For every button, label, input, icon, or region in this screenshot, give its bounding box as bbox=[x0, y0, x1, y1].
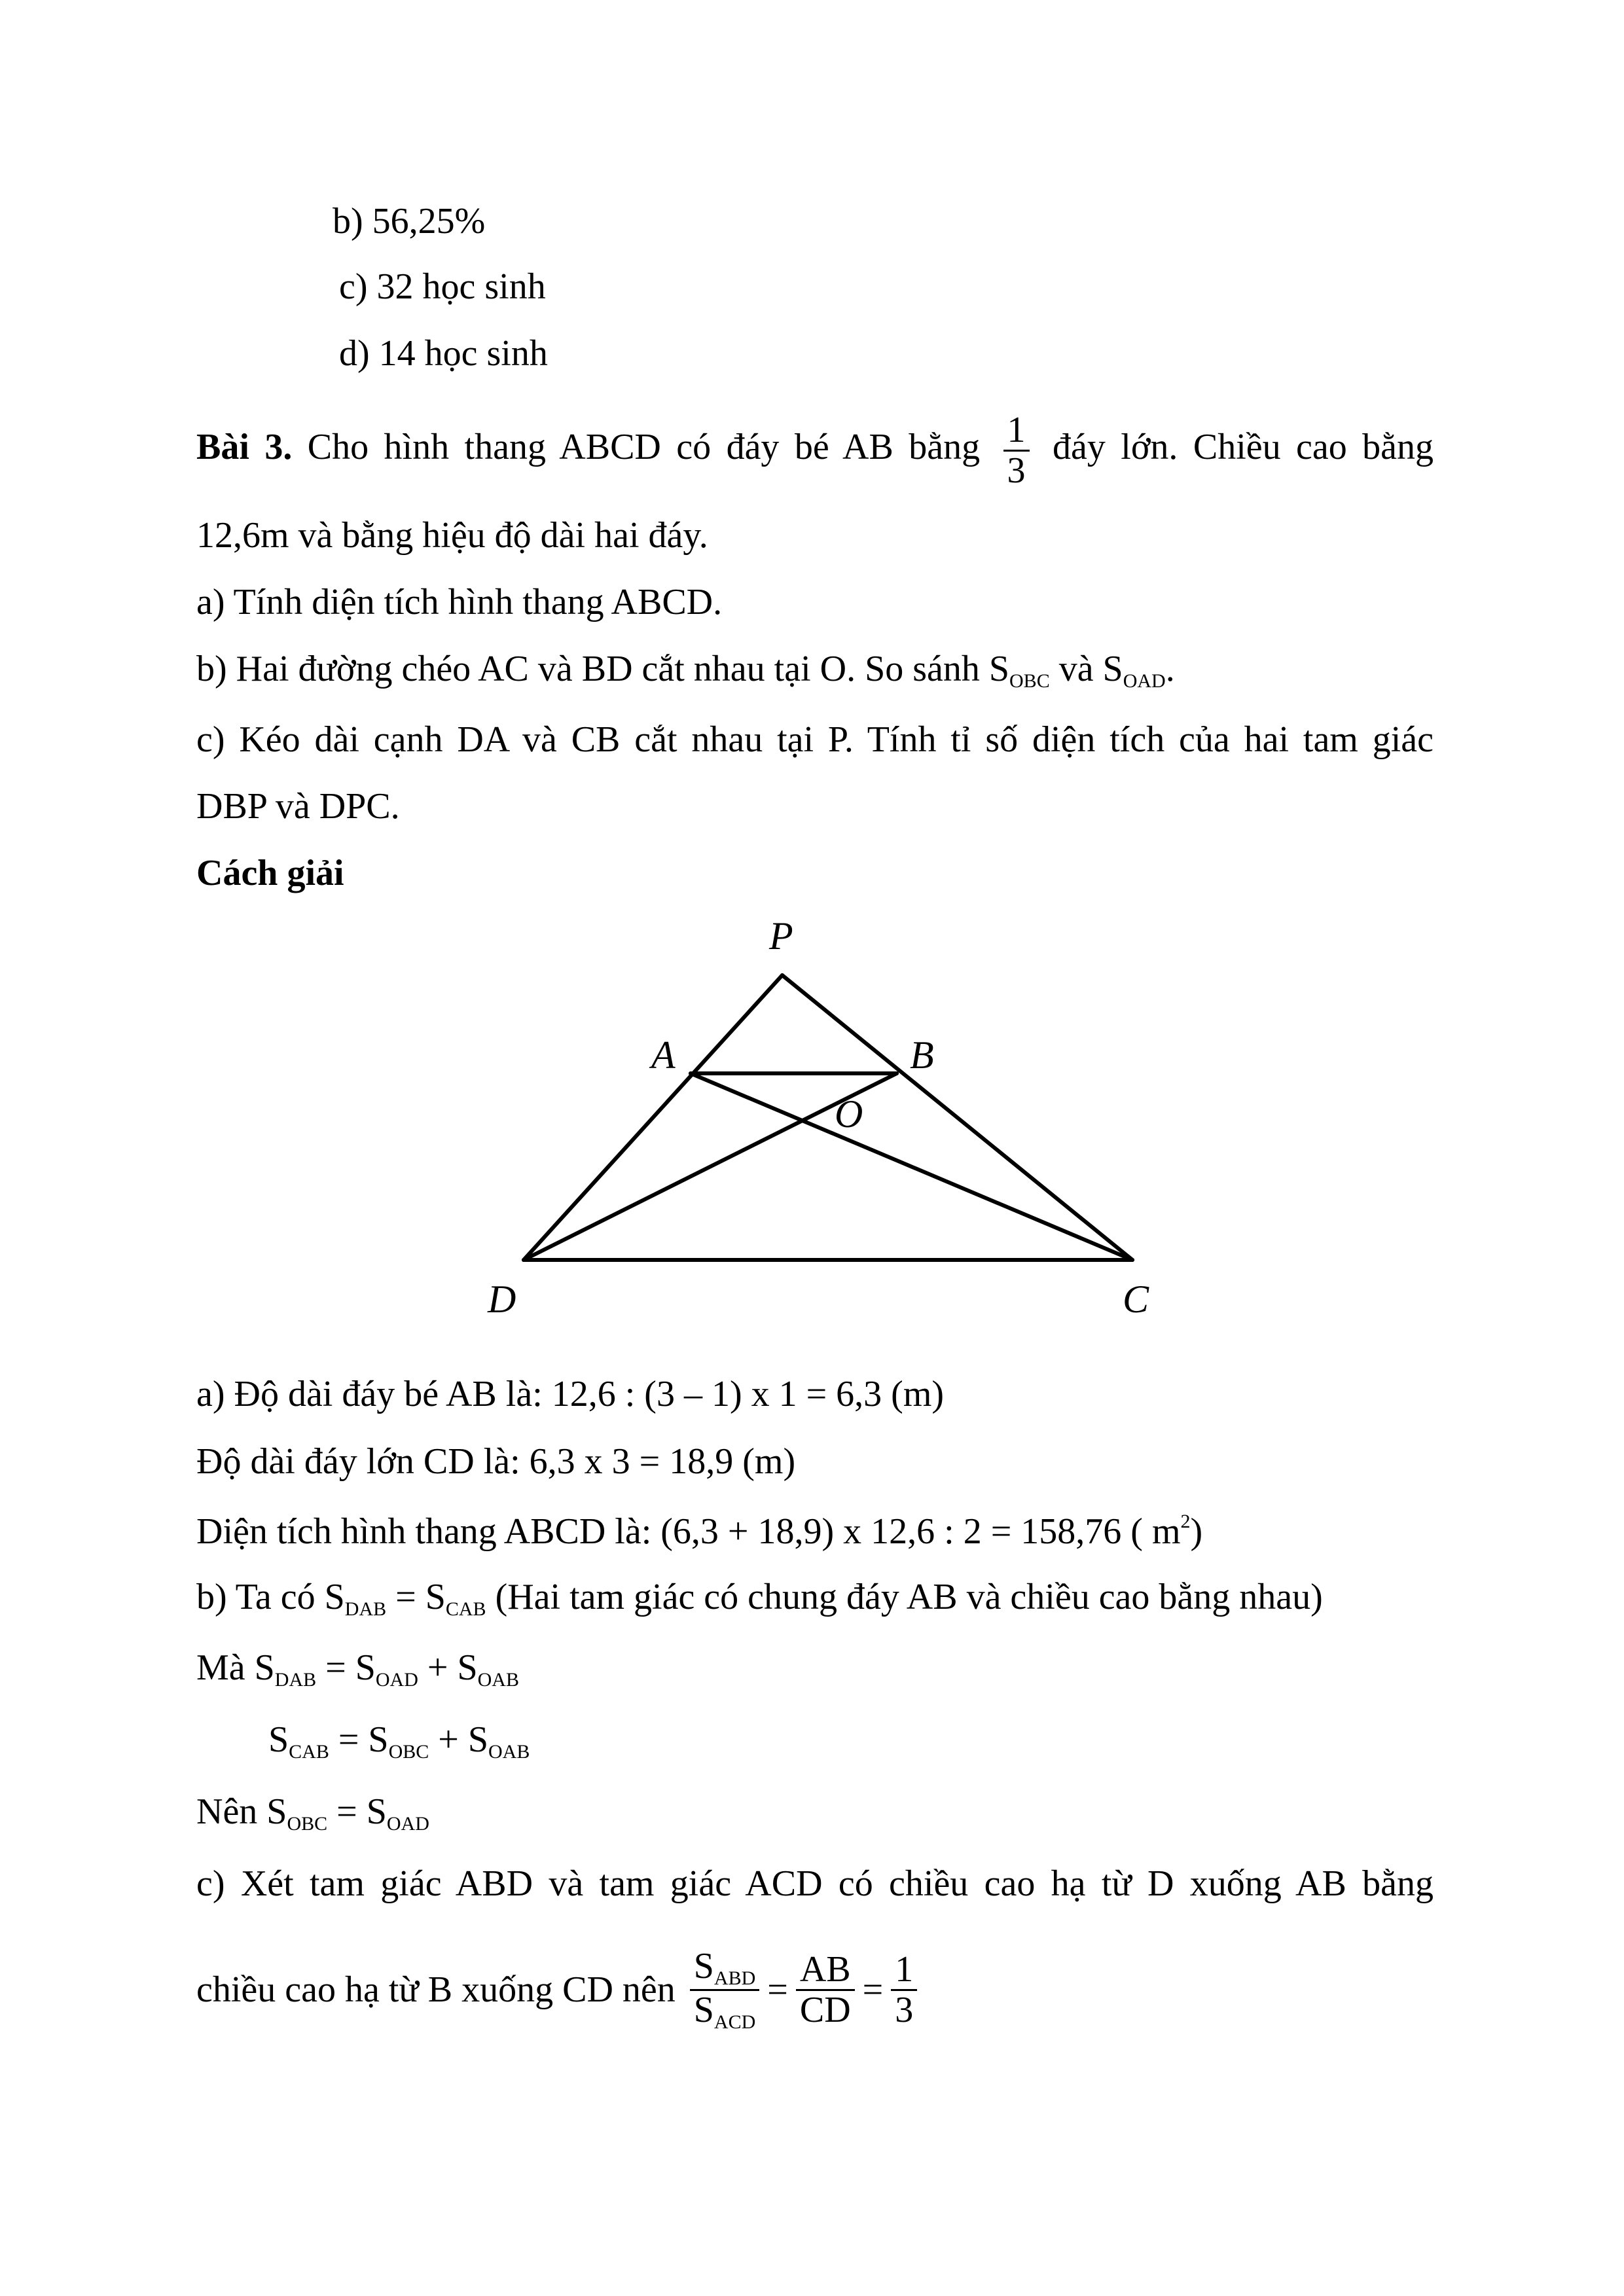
question-b-sub2: OAD bbox=[1123, 670, 1166, 692]
b2-pre: Mà S bbox=[196, 1647, 275, 1688]
label-p: P bbox=[769, 914, 793, 958]
fraction-1-numerator bbox=[690, 1947, 760, 1991]
label-o: O bbox=[835, 1092, 863, 1136]
trapezoid-figure bbox=[458, 897, 1191, 1329]
label-a: A bbox=[651, 1033, 676, 1077]
answer-d: d) 14 học sinh bbox=[339, 333, 548, 374]
solution-b-line-4 bbox=[196, 1793, 429, 1834]
solution-a-line-3 bbox=[196, 1512, 1202, 1550]
b1-eq: = S bbox=[386, 1577, 446, 1617]
b2-eq: = S bbox=[316, 1647, 376, 1688]
question-b bbox=[196, 651, 1175, 691]
solution-c-line-2 bbox=[196, 1941, 925, 2039]
fraction-3-denominator: 3 bbox=[895, 1989, 914, 2030]
equals-1: = bbox=[767, 1969, 788, 2010]
solution-heading: Cách giải bbox=[196, 853, 344, 893]
answer-b: b) 56,25% bbox=[333, 201, 486, 242]
b4-sub2: OAD bbox=[386, 1813, 429, 1835]
problem-line-2: 12,6m và bằng hiệu độ dài hai đáy. bbox=[196, 515, 708, 556]
question-c-line-1: c) Kéo dài cạnh DA và CB cắt nhau tại P. Tính tỉ số diện tích của hai tam giác bbox=[196, 719, 1434, 760]
solution-a-line-3-end: ) bbox=[1190, 1511, 1203, 1552]
solution-a-line-2: Độ dài đáy lớn CD là: 6,3 x 3 = 18,9 (m) bbox=[196, 1441, 796, 1482]
fraction-2-numerator: AB bbox=[796, 1950, 855, 1991]
b2-sub3: OAB bbox=[477, 1669, 519, 1691]
ratio-fraction bbox=[1003, 411, 1030, 490]
fraction-2-denominator: CD bbox=[799, 1989, 851, 2030]
b2-plus: + S bbox=[418, 1647, 478, 1688]
fraction-one-third bbox=[891, 1950, 917, 2030]
b3-eq: = S bbox=[329, 1719, 389, 1760]
question-c-line-2: DBP và DPC. bbox=[196, 786, 400, 827]
b3-plus: + S bbox=[429, 1719, 488, 1760]
label-b: B bbox=[910, 1033, 934, 1077]
problem-line-1 bbox=[196, 411, 1434, 490]
question-b-mid: và S bbox=[1049, 649, 1123, 689]
diagonal-ac bbox=[691, 1073, 1132, 1260]
b1-sub2: CAB bbox=[445, 1598, 486, 1620]
question-a: a) Tính diện tích hình thang ABCD. bbox=[196, 582, 723, 622]
b2-sub1: DAB bbox=[274, 1669, 317, 1691]
fraction-1-denominator bbox=[690, 1991, 760, 2033]
solution-b-line-2 bbox=[196, 1649, 519, 1690]
label-c: C bbox=[1123, 1278, 1149, 1321]
ratio-numerator: 1 bbox=[1003, 411, 1030, 452]
b4-sub1: OBC bbox=[287, 1813, 328, 1835]
question-b-sub1: OBC bbox=[1009, 670, 1050, 692]
problem-intro-part1: Cho hình thang ABCD có đáy bé AB bằng bbox=[307, 427, 981, 468]
fraction-s-abd-s-acd bbox=[690, 1947, 760, 2032]
b1-post: (Hai tam giác có chung đáy AB và chiều cao bằng nhau) bbox=[486, 1577, 1323, 1617]
question-b-end: . bbox=[1165, 649, 1175, 689]
b3-sub2: OBC bbox=[388, 1741, 429, 1763]
segment-pd bbox=[524, 975, 782, 1260]
f1-den-s: S bbox=[693, 1989, 714, 2030]
problem-intro-part2: đáy lớn. Chiều cao bằng bbox=[1052, 427, 1434, 468]
b3-sub3: OAB bbox=[488, 1741, 530, 1763]
answer-c: c) 32 học sinh bbox=[339, 266, 546, 307]
b2-sub2: OAD bbox=[375, 1669, 418, 1691]
solution-c-line-1: c) Xét tam giác ABD và tam giác ACD có chiều cao hạ từ D xuống AB bằng bbox=[196, 1863, 1434, 1904]
solution-c-line-2-text: chiều cao hạ từ B xuống CD nên bbox=[196, 1969, 676, 2010]
fraction-ab-cd bbox=[796, 1950, 855, 2030]
solution-a-line-3-sup: 2 bbox=[1180, 1511, 1191, 1532]
solution-b-line-1 bbox=[196, 1579, 1323, 1619]
label-d: D bbox=[488, 1278, 516, 1321]
equals-2: = bbox=[862, 1969, 884, 2010]
b1-pre: b) Ta có S bbox=[196, 1577, 345, 1617]
solution-b-line-3 bbox=[268, 1721, 530, 1762]
ratio-denominator: 3 bbox=[1007, 450, 1026, 491]
f1-den-sub: ACD bbox=[713, 2011, 756, 2033]
f1-num-s: S bbox=[693, 1946, 714, 1986]
fraction-3-numerator: 1 bbox=[891, 1950, 917, 1991]
b3-sub1: CAB bbox=[289, 1741, 329, 1763]
b4-eq: = S bbox=[327, 1791, 387, 1832]
b3-pre: S bbox=[268, 1719, 289, 1760]
solution-a-line-3-text: Diện tích hình thang ABCD là: (6,3 + 18,9) x 12,6 : 2 = 158,76 ( m bbox=[196, 1511, 1181, 1552]
problem-title: Bài 3. bbox=[196, 427, 293, 468]
b1-sub1: DAB bbox=[344, 1598, 387, 1620]
question-b-text: b) Hai đường chéo AC và BD cắt nhau tại O. So sánh S bbox=[196, 649, 1010, 689]
solution-a-line-1: a) Độ dài đáy bé AB là: 12,6 : (3 – 1) x 1 = 6,3 (m) bbox=[196, 1374, 945, 1414]
f1-num-sub: ABD bbox=[713, 1967, 756, 1989]
b4-pre: Nên S bbox=[196, 1791, 287, 1832]
